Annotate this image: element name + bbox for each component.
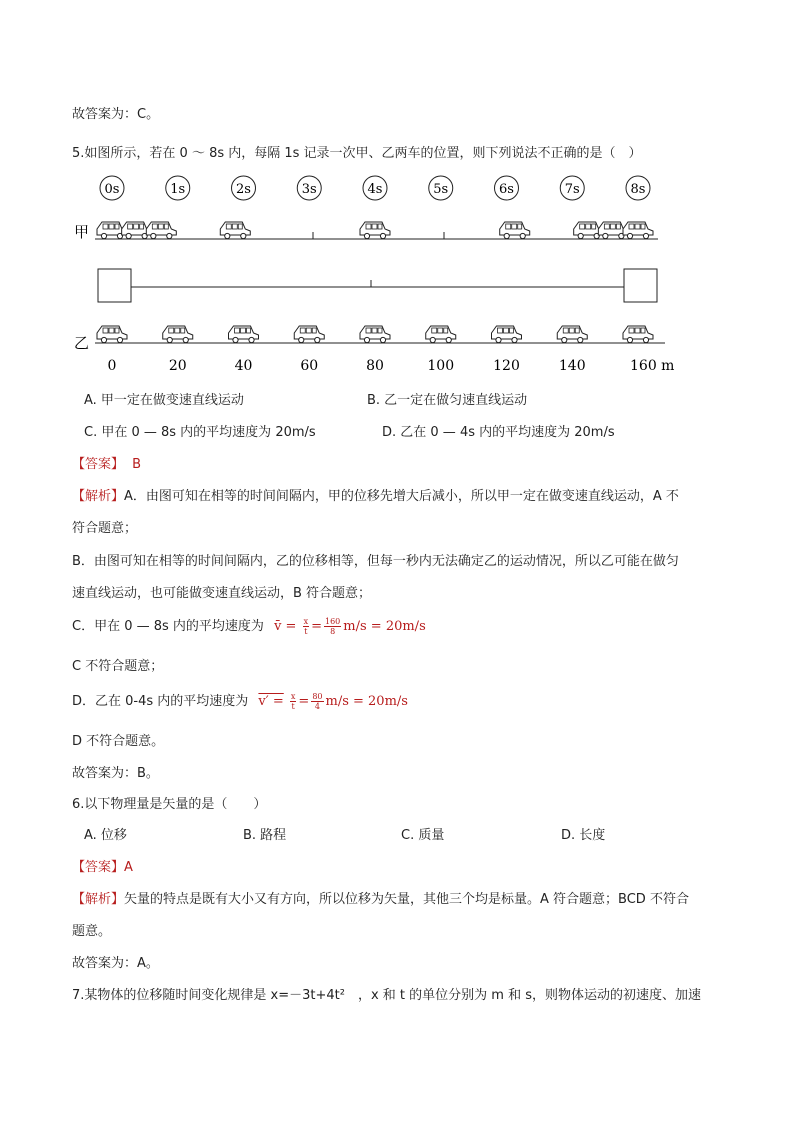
q5-answer <box>72 453 141 472</box>
analysis-label: 【解析】 <box>72 489 125 504</box>
car-a-2 <box>146 222 176 239</box>
formula-c-lhs: v̄ = <box>274 619 297 634</box>
q6-option-c: C. 质量 <box>401 828 445 843</box>
row-b-label: 乙 <box>74 334 90 352</box>
q5-option-d: D. 乙在 0 — 4s 内的平均速度为 20m/s <box>382 425 615 440</box>
car-b-2 <box>229 326 259 343</box>
car-b-4 <box>360 326 390 343</box>
q5-analysis-c <box>72 615 426 636</box>
question-6-stem: 6.以下物理量是矢量的是（ ） <box>72 797 267 812</box>
q5-analysis-a <box>72 485 679 504</box>
fraction-numerator: x <box>290 692 296 701</box>
fraction-denominator: 8 <box>330 627 336 636</box>
formula-c: v̄ = $\frac{x}{t}$ = $\frac{160}{8}$ m/s = 20m/s <box>274 617 426 636</box>
car-b-3 <box>294 326 324 343</box>
time-marker-6s <box>495 176 519 200</box>
car-b-0 <box>97 326 127 343</box>
car-b-8 <box>623 326 653 343</box>
q5-analysis-d <box>72 690 408 711</box>
fraction <box>303 617 310 636</box>
q6-option-a: A. 位移 <box>84 828 127 843</box>
car-a-8 <box>623 222 653 239</box>
distance-label: 20 <box>168 358 187 374</box>
fraction-denominator: 4 <box>314 702 320 711</box>
time-marker-3s <box>297 176 321 200</box>
q5-analysis-a-2: 符合题意； <box>72 521 138 536</box>
distance-label: 160 m <box>630 358 675 374</box>
distance-label: 120 <box>493 358 520 374</box>
time-marker-0s <box>100 176 124 200</box>
analysis-label: 【解析】 <box>72 892 125 907</box>
q5-option-c: C. 甲在 0 — 8s 内的平均速度为 20m/s <box>84 425 316 440</box>
car-b-5 <box>426 326 456 343</box>
time-marker-7s <box>560 176 584 200</box>
formula-d: v′ = $\frac{x}{t}$ = $\frac{80}{4}$ m/s = 20m/s <box>258 692 408 711</box>
time-marker-2s <box>232 176 256 200</box>
formula-d-lhs: v′ = <box>258 694 284 709</box>
q6-analysis-2: 题意。 <box>72 924 112 939</box>
fraction-denominator: t <box>304 627 308 636</box>
answer-label: 【答案】 <box>72 860 125 875</box>
q6-answer <box>72 856 133 875</box>
formula-c-tail: m/s = 20m/s <box>343 619 426 634</box>
motion-figure <box>0 170 794 380</box>
car-a-4 <box>360 222 390 239</box>
time-label: 3s <box>301 182 317 197</box>
car-b-7 <box>557 326 587 343</box>
q5-analysis-d-2: D 不符合题意。 <box>72 734 165 749</box>
analysis-d-text: D．乙在 0-4s 内的平均速度为 <box>72 694 249 709</box>
fraction-denominator: t <box>291 702 295 711</box>
row-a-label: 甲 <box>74 223 90 241</box>
distance-label: 0 <box>107 358 117 374</box>
fraction-numerator: 80 <box>312 692 323 701</box>
time-marker-4s <box>363 176 387 200</box>
previous-answer: 故答案为：C。 <box>72 107 160 122</box>
time-label: 1s <box>170 182 186 197</box>
fraction <box>311 692 323 711</box>
q5-analysis-c-2: C 不符合题意； <box>72 659 164 674</box>
q5-option-a: A. 甲一定在做变速直线运动 <box>84 393 244 408</box>
car-a-5 <box>500 222 530 239</box>
time-label: 5s <box>433 182 449 197</box>
fraction-numerator: x <box>303 617 309 626</box>
q6-option-b: B. 路程 <box>243 828 287 843</box>
time-label: 2s <box>236 182 251 197</box>
question-5-stem: 5.如图所示，若在 0 ～ 8s 内，每隔 1s 记录一次甲、乙两车的位置，则下列说法不正确的是（ ） <box>72 146 642 161</box>
time-marker-1s <box>166 176 190 200</box>
q6-analysis <box>72 888 689 907</box>
answer-label: 【答案】 <box>72 457 125 472</box>
q5-analysis-b-2: 速直线运动，也可能做变速直线运动，B 符合题意； <box>72 586 372 601</box>
fraction <box>290 692 297 711</box>
distance-label: 60 <box>300 358 319 374</box>
time-label: 6s <box>499 182 514 197</box>
formula-d-tail: m/s = 20m/s <box>325 694 408 709</box>
time-label: 4s <box>367 182 383 197</box>
time-marker-8s <box>626 176 650 200</box>
time-marker-5s <box>429 176 453 200</box>
q5-option-b: B. 乙一定在做匀速直线运动 <box>367 393 528 408</box>
time-label: 7s <box>564 182 580 197</box>
car-b-6 <box>492 326 522 343</box>
fraction <box>324 617 341 636</box>
question-7-stem: 7.某物体的位移随时间变化规律是 x=－3t+4t² ，x 和 t 的单位分别为 m 和 s，则物体运动的初速度、加速 <box>72 988 701 1003</box>
q6-final: 故答案为：A。 <box>72 956 159 971</box>
analysis-text: A．由图可知在相等的时间间隔内，甲的位移先增大后减小，所以甲一定在做变速直线运动，A 不 <box>124 489 679 504</box>
q6-option-d: D. 长度 <box>561 828 606 843</box>
answer-value: B <box>132 457 142 472</box>
start-box <box>98 269 131 302</box>
q5-final: 故答案为：B。 <box>72 766 159 781</box>
distance-label: 140 <box>558 358 586 374</box>
analysis-text: 矢量的特点是既有大小又有方向，所以位移为矢量，其他三个均是标量。A 符合题意；BCD 不符合 <box>124 892 689 907</box>
distance-label: 80 <box>366 358 384 374</box>
car-a-3 <box>220 222 250 239</box>
answer-value: A <box>124 860 133 875</box>
q5-analysis-b: B．由图可知在相等的时间间隔内，乙的位移相等，但每一秒内无法确定乙的运动情况，所以乙可能在做匀 <box>72 554 679 569</box>
distance-label: 40 <box>234 358 253 374</box>
fraction-numerator: 160 <box>325 617 341 626</box>
end-box <box>624 269 657 302</box>
time-label: 8s <box>630 182 646 197</box>
car-b-1 <box>163 326 193 343</box>
distance-label: 100 <box>427 358 455 374</box>
time-label: 0s <box>104 182 120 197</box>
analysis-c-text: C．甲在 0 — 8s 内的平均速度为 <box>72 619 264 634</box>
